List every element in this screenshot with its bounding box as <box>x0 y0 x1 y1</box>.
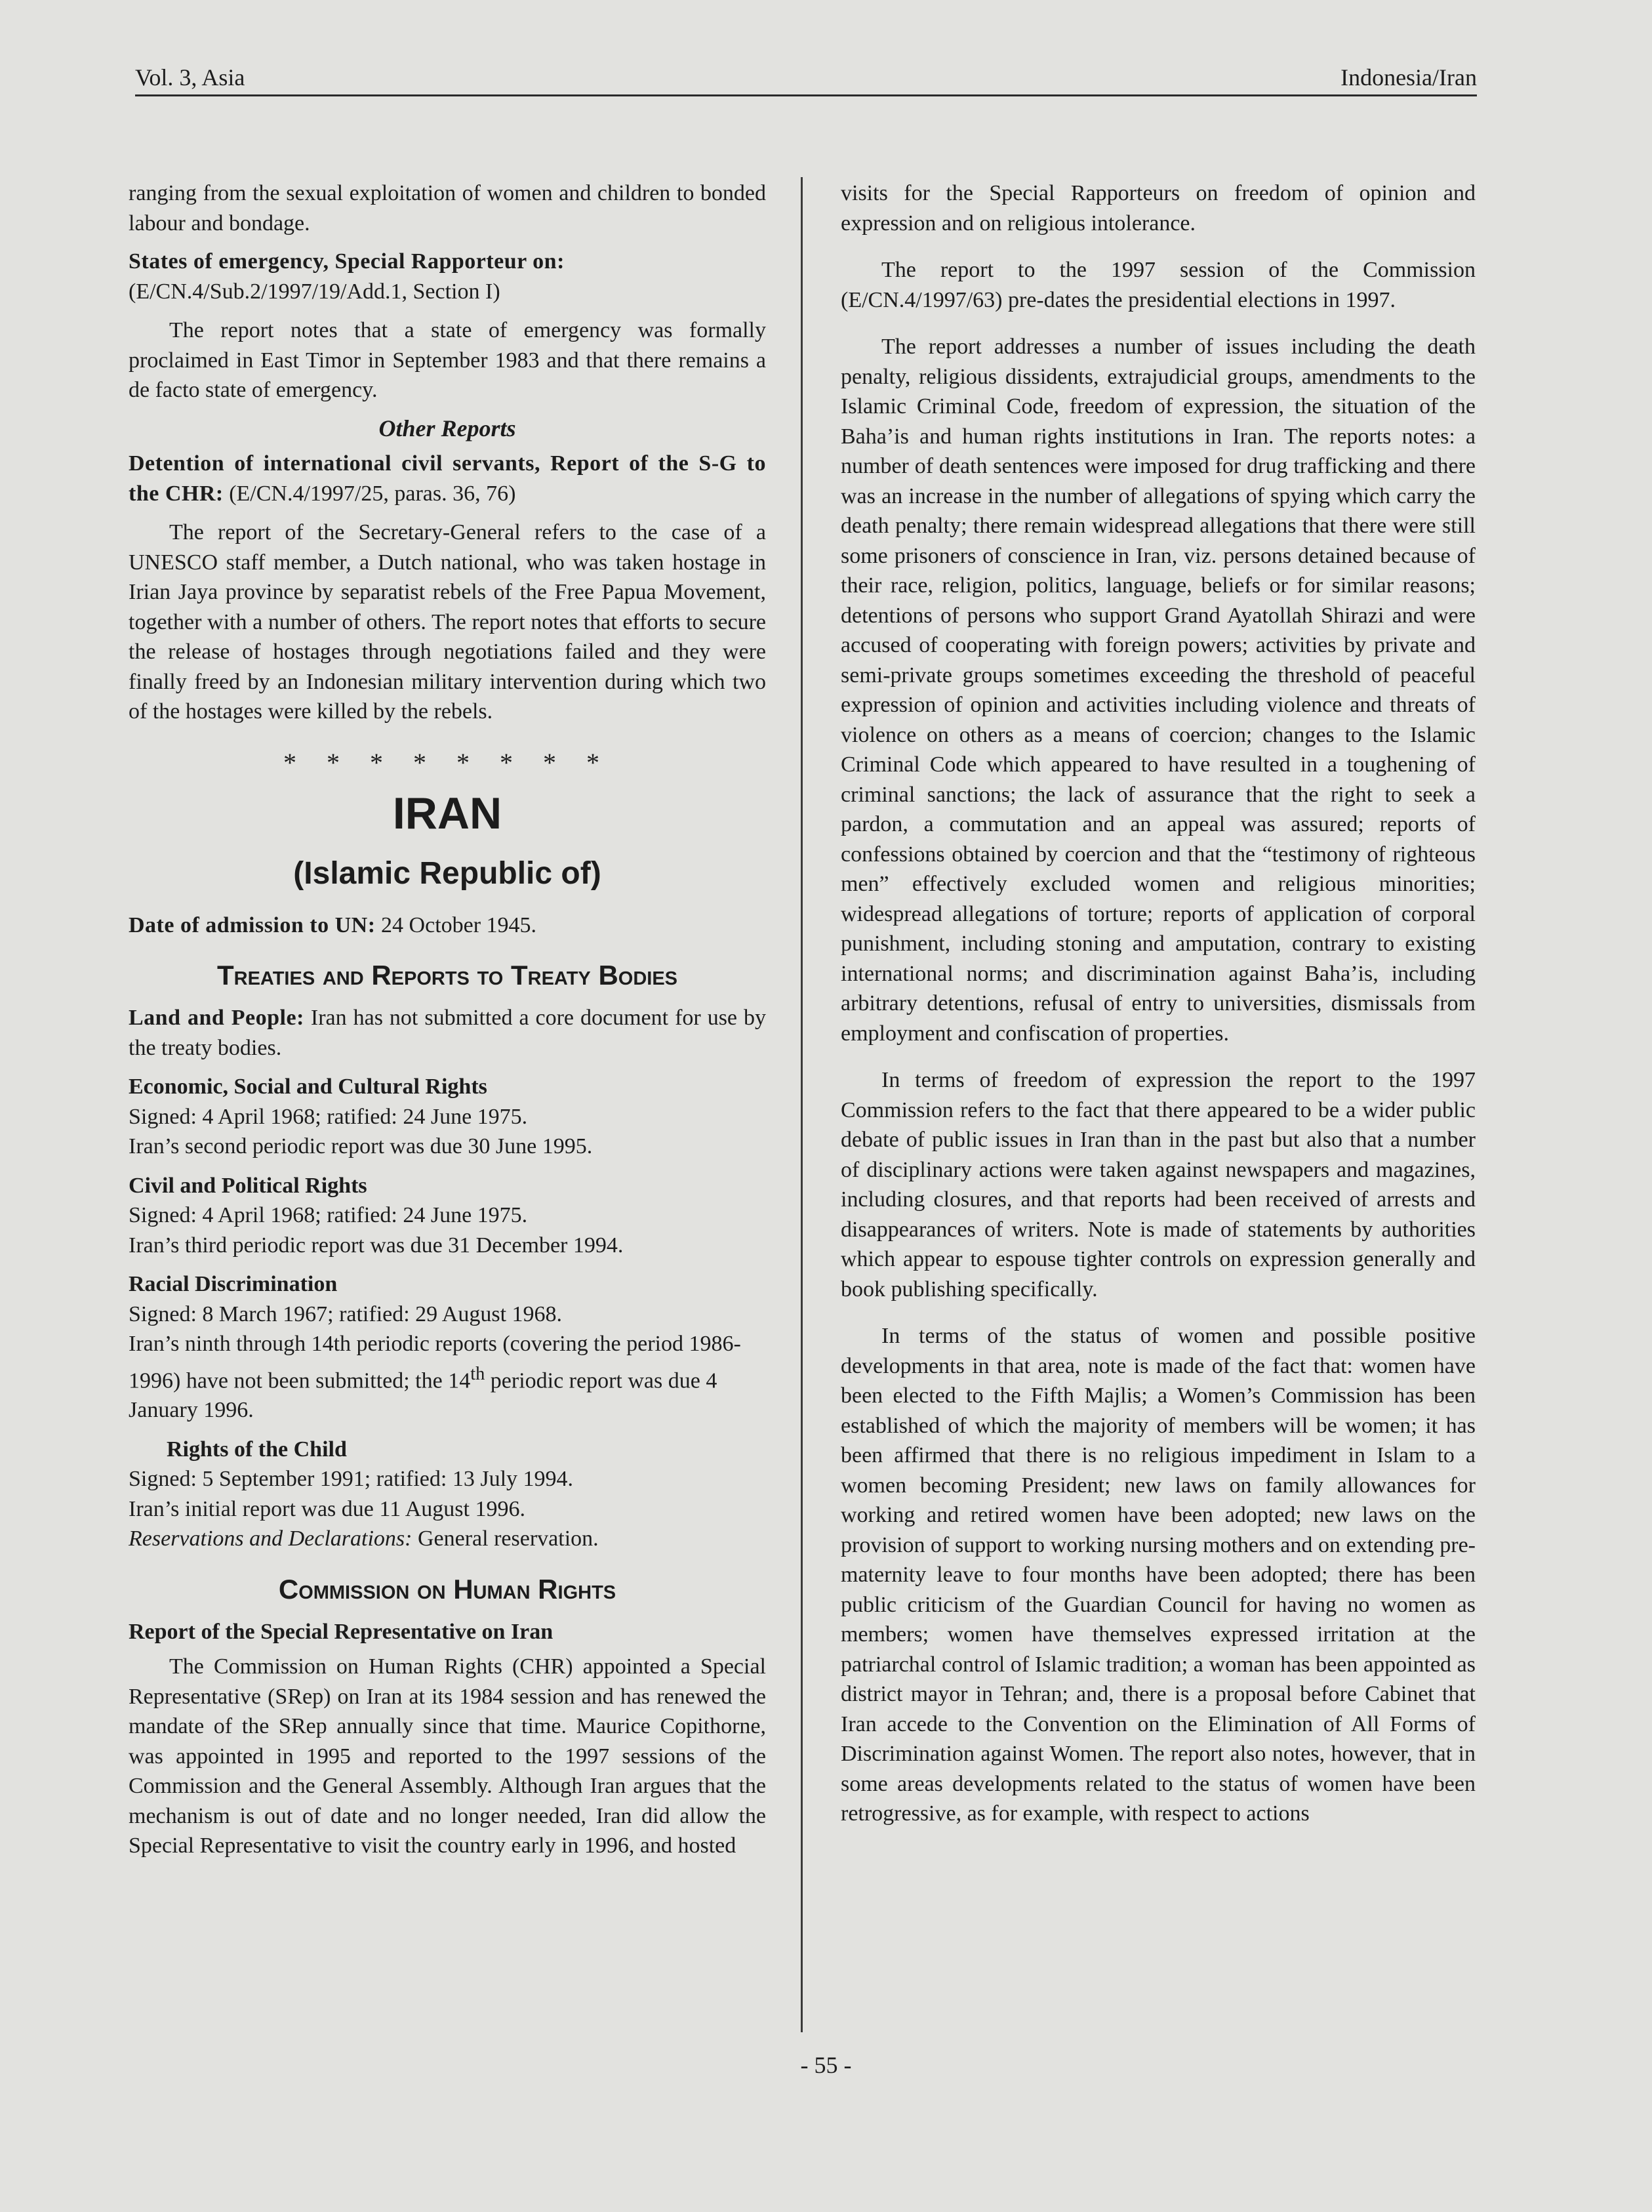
land-label: Land and People: <box>129 1006 304 1030</box>
cpr-title: Civil and Political Rights <box>129 1173 367 1198</box>
rc-report: Iran’s initial report was due 11 August 1996. <box>129 1496 525 1521</box>
rd-report <box>129 1329 766 1425</box>
escr-title: Economic, Social and Cultural Rights <box>129 1075 487 1099</box>
column-divider <box>801 177 803 2032</box>
admission-date <box>129 911 766 941</box>
rd-report-sup: th <box>470 1363 485 1384</box>
country-subtitle: (Islamic Republic of) <box>293 855 601 891</box>
left-column <box>129 178 766 1870</box>
status-of-women-paragraph: In terms of the status of women and possible positive developments in that area, note is made of the fact that: women have been elected to the Fifth Majlis; a Women’s Commission has been established of which the majority of members will be women; it has been affirmed that there is no religious impediment in Islam to a women becoming President; new laws on family allowances for working and retired women have been adopted; new laws on the provision of support to working nursing mothers and on extending pre-maternity leave to four months have been adopted; there has been public criticism of the Guardian Council for having no women as members; women have themselves expressed irritation at the patriarchal control of Islamic tradition; a woman has been appointed as district mayor in Tehran; and, there is a proposal before Cabinet that Iran accede to the Convention on the Elimination of All Forms of Discrimination against Women. The report also notes, however, that in some areas developments related to the status of women have been retrogressive, as for example, with respect to actions <box>841 1324 1476 1826</box>
rc-title: Rights of the Child <box>167 1437 347 1462</box>
escr-signed: Signed: 4 April 1968; ratified: 24 June 1975. <box>129 1104 528 1129</box>
freedom-of-expression-paragraph: In terms of freedom of expression the report to the 1997 Commission refers to the fact that there appeared to be a wider public debate of public issues in Iran than in the past but also that a number of disciplinary actions were taken against newspapers and magazines, including closures, and that reports had been received of arrests and disappearances of writers. Note is made of statements by authorities which appear to espouse tighter controls on expression generally and book publishing specifically. <box>841 1068 1476 1301</box>
detention-ref: (E/CN.4/1997/25, paras. 36, 76) <box>229 481 516 506</box>
country-title: IRAN <box>392 788 502 838</box>
land-and-people <box>129 1003 766 1063</box>
other-reports-heading: Other Reports <box>378 415 516 441</box>
cpr-signed: Signed: 4 April 1968; ratified: 24 June 1975. <box>129 1203 528 1227</box>
srep-title: Report of the Special Representative on Iran <box>129 1619 554 1644</box>
running-header <box>135 60 1477 96</box>
detention-body: The report of the Secretary-General refers to the case of a UNESCO staff member, a Dutch national, who was taken hostage in Irian Jaya province by separatist rebels of the Free Papua Movement, together with a number of others. The report notes that efforts to secure the release of hostages through negotiations failed and they were finally freed by an Indonesian military intervention during which two of the hostages were killed by the rebels. <box>129 520 766 724</box>
detention-entry <box>129 449 766 508</box>
right-column <box>841 178 1476 1846</box>
page-number: - 55 - <box>800 2052 852 2078</box>
continued-paragraph-right: visits for the Special Rapporteurs on freedom of opinion and expression and on religious intolerance. <box>841 181 1476 236</box>
rd-title: Racial Discrimination <box>129 1272 338 1296</box>
admission-value: 24 October 1945. <box>381 912 537 937</box>
report-1997-paragraph: The report to the 1997 session of the Commission (E/CN.4/1997/63) pre-dates the presidential elections in 1997. <box>841 258 1476 312</box>
rc-reservations-label: Reservations and Declarations: <box>129 1526 413 1551</box>
rights-of-child-entry <box>129 1435 766 1554</box>
states-of-emergency-body: The report notes that a state of emergency was formally proclaimed in East Timor in September 1983 and that there remains a de facto state of emergency. <box>129 318 766 402</box>
header-countries: Indonesia/Iran <box>1340 64 1477 91</box>
detention-title: Detention of international civil servants, Report of the S-G to the CHR: <box>129 451 766 506</box>
land-text: Iran has not submitted a core document for use by the treaty bodies. <box>129 1006 767 1060</box>
states-of-emergency-title: States of emergency, Special Rapporteur on: <box>129 249 565 274</box>
rc-signed: Signed: 5 September 1991; ratified: 13 July 1994. <box>129 1467 574 1492</box>
treaties-heading: Treaties and Reports to Treaty Bodies <box>216 960 678 991</box>
rc-reservations <box>129 1524 766 1554</box>
rd-signed: Signed: 8 March 1967; ratified: 29 August 1968. <box>129 1301 563 1326</box>
rc-reservations-text: General reservation. <box>412 1526 599 1551</box>
escr-entry <box>129 1072 766 1162</box>
admission-label: Date of admission to UN: <box>129 912 376 937</box>
escr-report: Iran’s second periodic report was due 30 June 1995. <box>129 1134 593 1158</box>
rd-report-text: Iran’s ninth through 14th periodic reports (covering the period 1986-1996) have not been submitted; the 14 <box>129 1332 741 1393</box>
rd-report-text-end: periodic report was due 4 January 1996. <box>129 1368 717 1423</box>
header-volume: Vol. 3, Asia <box>135 64 245 91</box>
continued-paragraph: ranging from the sexual exploitation of women and children to bonded labour and bondage. <box>129 181 766 236</box>
cpr-entry <box>129 1171 766 1261</box>
srep-body: The Commission on Human Rights (CHR) appointed a Special Representative (SRep) on Iran at its 1984 session and has renewed the mandate of the SRep annually since that time. Maurice Copithorne, was appointed in 1995 and reported to the 1997 sessions of the Commission and the General Assembly. Although Iran argues that the mechanism is out of date and no longer needed, Iran did allow the Special Representative to visit the country early in 1996, and hosted <box>129 1654 766 1858</box>
racial-discrimination-entry <box>129 1269 766 1425</box>
states-of-emergency-entry <box>129 247 766 306</box>
chr-heading: Commission on Human Rights <box>278 1573 616 1605</box>
states-of-emergency-ref: (E/CN.4/Sub.2/1997/19/Add.1, Section I) <box>129 279 500 304</box>
cpr-report: Iran’s third periodic report was due 31 December 1994. <box>129 1233 624 1258</box>
issues-paragraph: The report addresses a number of issues including the death penalty, religious dissidents, extrajudicial groups, amendments to the Islamic Criminal Code, freedom of expression, the situation of the Baha’is and human rights institutions in Iran. The reports notes: a number of death sentences were imposed for drug trafficking and there was an increase in the number of allegations of spying which carry the death penalty; there remain widespread allegations that there were still some prisoners of conscience in Iran, viz. persons detained because of their race, religion, politics, language, beliefs or for similar reasons; detentions of persons who support Grand Ayatollah Shirazi and were accused of cooperating with foreign powers; activities by private and semi-private groups sometimes exceeding the threshold of peaceful expression of opinion and activities including violence and threats of violence on others as a means of coercion; changes to the Islamic Criminal Code which appeared to have resulted in a toughening of criminal sanctions; the lack of assurance that the right to seek a pardon, a commutation and an appeal was assured; reports of confessions obtained by coercion and that the “testimony of righteous men” effectively excluded women and religious minorities; widespread allegations of torture; reports of application of corporal punishment, including stoning and amputation, contrary to existing international norms; and discrimination against Baha’is, including arbitrary detentions, refusal of entry to universities, dismissals from employment and confiscation of properties. <box>841 335 1476 1046</box>
section-separator: * * * * * * * * <box>283 747 611 777</box>
